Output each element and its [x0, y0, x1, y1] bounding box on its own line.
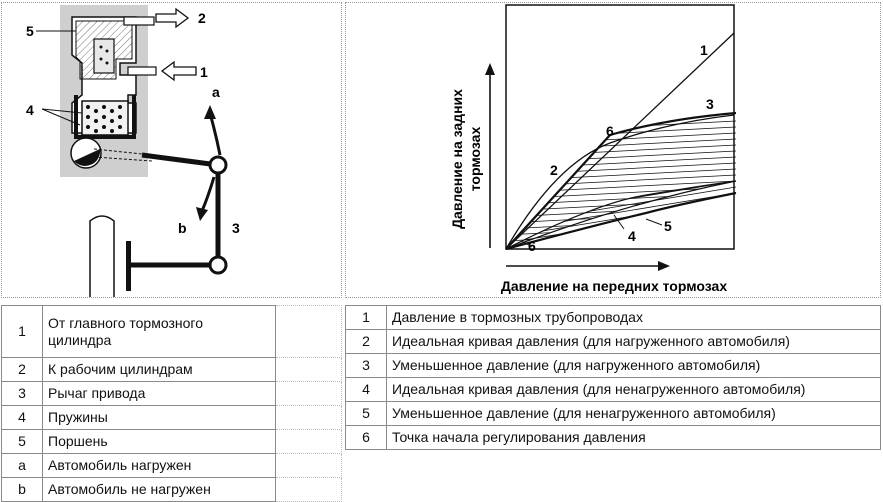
- legend-text: Пружины: [43, 406, 276, 430]
- table-row: [346, 306, 881, 330]
- point-label-6: 6: [606, 123, 614, 139]
- legend-num: 5: [2, 430, 43, 454]
- regulator-diagram-panel: [1, 2, 342, 298]
- legend-text: Давление в тормозных трубопроводах: [387, 306, 881, 330]
- callout-5: 5: [26, 23, 34, 39]
- legend-num: 1: [2, 306, 43, 358]
- curve-label-1: 1: [700, 42, 708, 58]
- legend-text: Рычаг привода: [43, 382, 276, 406]
- legend-text: Уменьшенное давление (для ненагруженного автомобиля): [387, 402, 881, 426]
- table-row: [2, 306, 342, 358]
- regulator-diagram: [2, 3, 341, 297]
- table-row: [346, 426, 881, 450]
- legend-text: Уменьшенное давление (для нагруженного автомобиля): [387, 354, 881, 378]
- callout-1: 1: [200, 64, 208, 80]
- legend-num: 1: [346, 306, 387, 330]
- table-row: [346, 402, 881, 426]
- legend-text: Точка начала регулирования давления: [387, 426, 881, 450]
- arrow-down-icon: [196, 207, 208, 221]
- curve-label-3: 3: [706, 96, 714, 112]
- legend-text: От главного тормозного цилиндра: [43, 306, 276, 358]
- legend-num: 4: [2, 406, 43, 430]
- point-label-6-origin: 6: [528, 238, 536, 254]
- callout-3: 3: [232, 220, 240, 236]
- callout-b: b: [178, 220, 187, 236]
- table-row: [346, 378, 881, 402]
- legend-num: 3: [346, 354, 387, 378]
- arrow-up-icon: [204, 105, 216, 119]
- legend-num: 6: [346, 426, 387, 450]
- callout-4: 4: [26, 102, 34, 118]
- inlet-arrow-icon: [162, 62, 196, 80]
- table-row: [2, 382, 342, 406]
- legend-text: Поршень: [43, 430, 276, 454]
- pressure-chart-panel: [345, 2, 881, 298]
- table-row: [2, 454, 342, 478]
- legend-text: Автомобиль не нагружен: [43, 478, 276, 502]
- y-axis-title-line1: Давление на задних: [449, 89, 465, 229]
- table-row: [2, 358, 342, 382]
- legend-num: a: [2, 454, 43, 478]
- curve-label-5: 5: [664, 218, 672, 234]
- legend-left-table: [1, 305, 342, 502]
- outlet-arrow-icon: [156, 9, 188, 27]
- table-row: [346, 354, 881, 378]
- curve-label-2: 2: [550, 162, 558, 178]
- callout-a: a: [212, 84, 220, 100]
- legend-text: К рабочим цилиндрам: [43, 358, 276, 382]
- lever: [142, 155, 218, 165]
- y-axis-title-line2: тормозах: [467, 126, 483, 192]
- legend-num: 4: [346, 378, 387, 402]
- pressure-chart: [346, 3, 880, 297]
- callout-2: 2: [198, 10, 206, 26]
- table-row: [346, 330, 881, 354]
- legend-text: Идеальная кривая давления (для ненагруженного автомобиля): [387, 378, 881, 402]
- legend-text: Автомобиль нагружен: [43, 454, 276, 478]
- x-axis-title: Давление на передних тормозах: [500, 278, 728, 294]
- legend-num: 3: [2, 382, 43, 406]
- axle: [90, 216, 114, 297]
- legend-num: 5: [346, 402, 387, 426]
- legend-num: 2: [346, 330, 387, 354]
- legend-num: b: [2, 478, 43, 502]
- legend-num: 2: [2, 358, 43, 382]
- table-row: [2, 406, 342, 430]
- curve-label-4: 4: [628, 228, 636, 244]
- legend-right-table: [345, 305, 881, 450]
- table-row: [2, 430, 342, 454]
- legend-text: Идеальная кривая давления (для нагруженного автомобиля): [387, 330, 881, 354]
